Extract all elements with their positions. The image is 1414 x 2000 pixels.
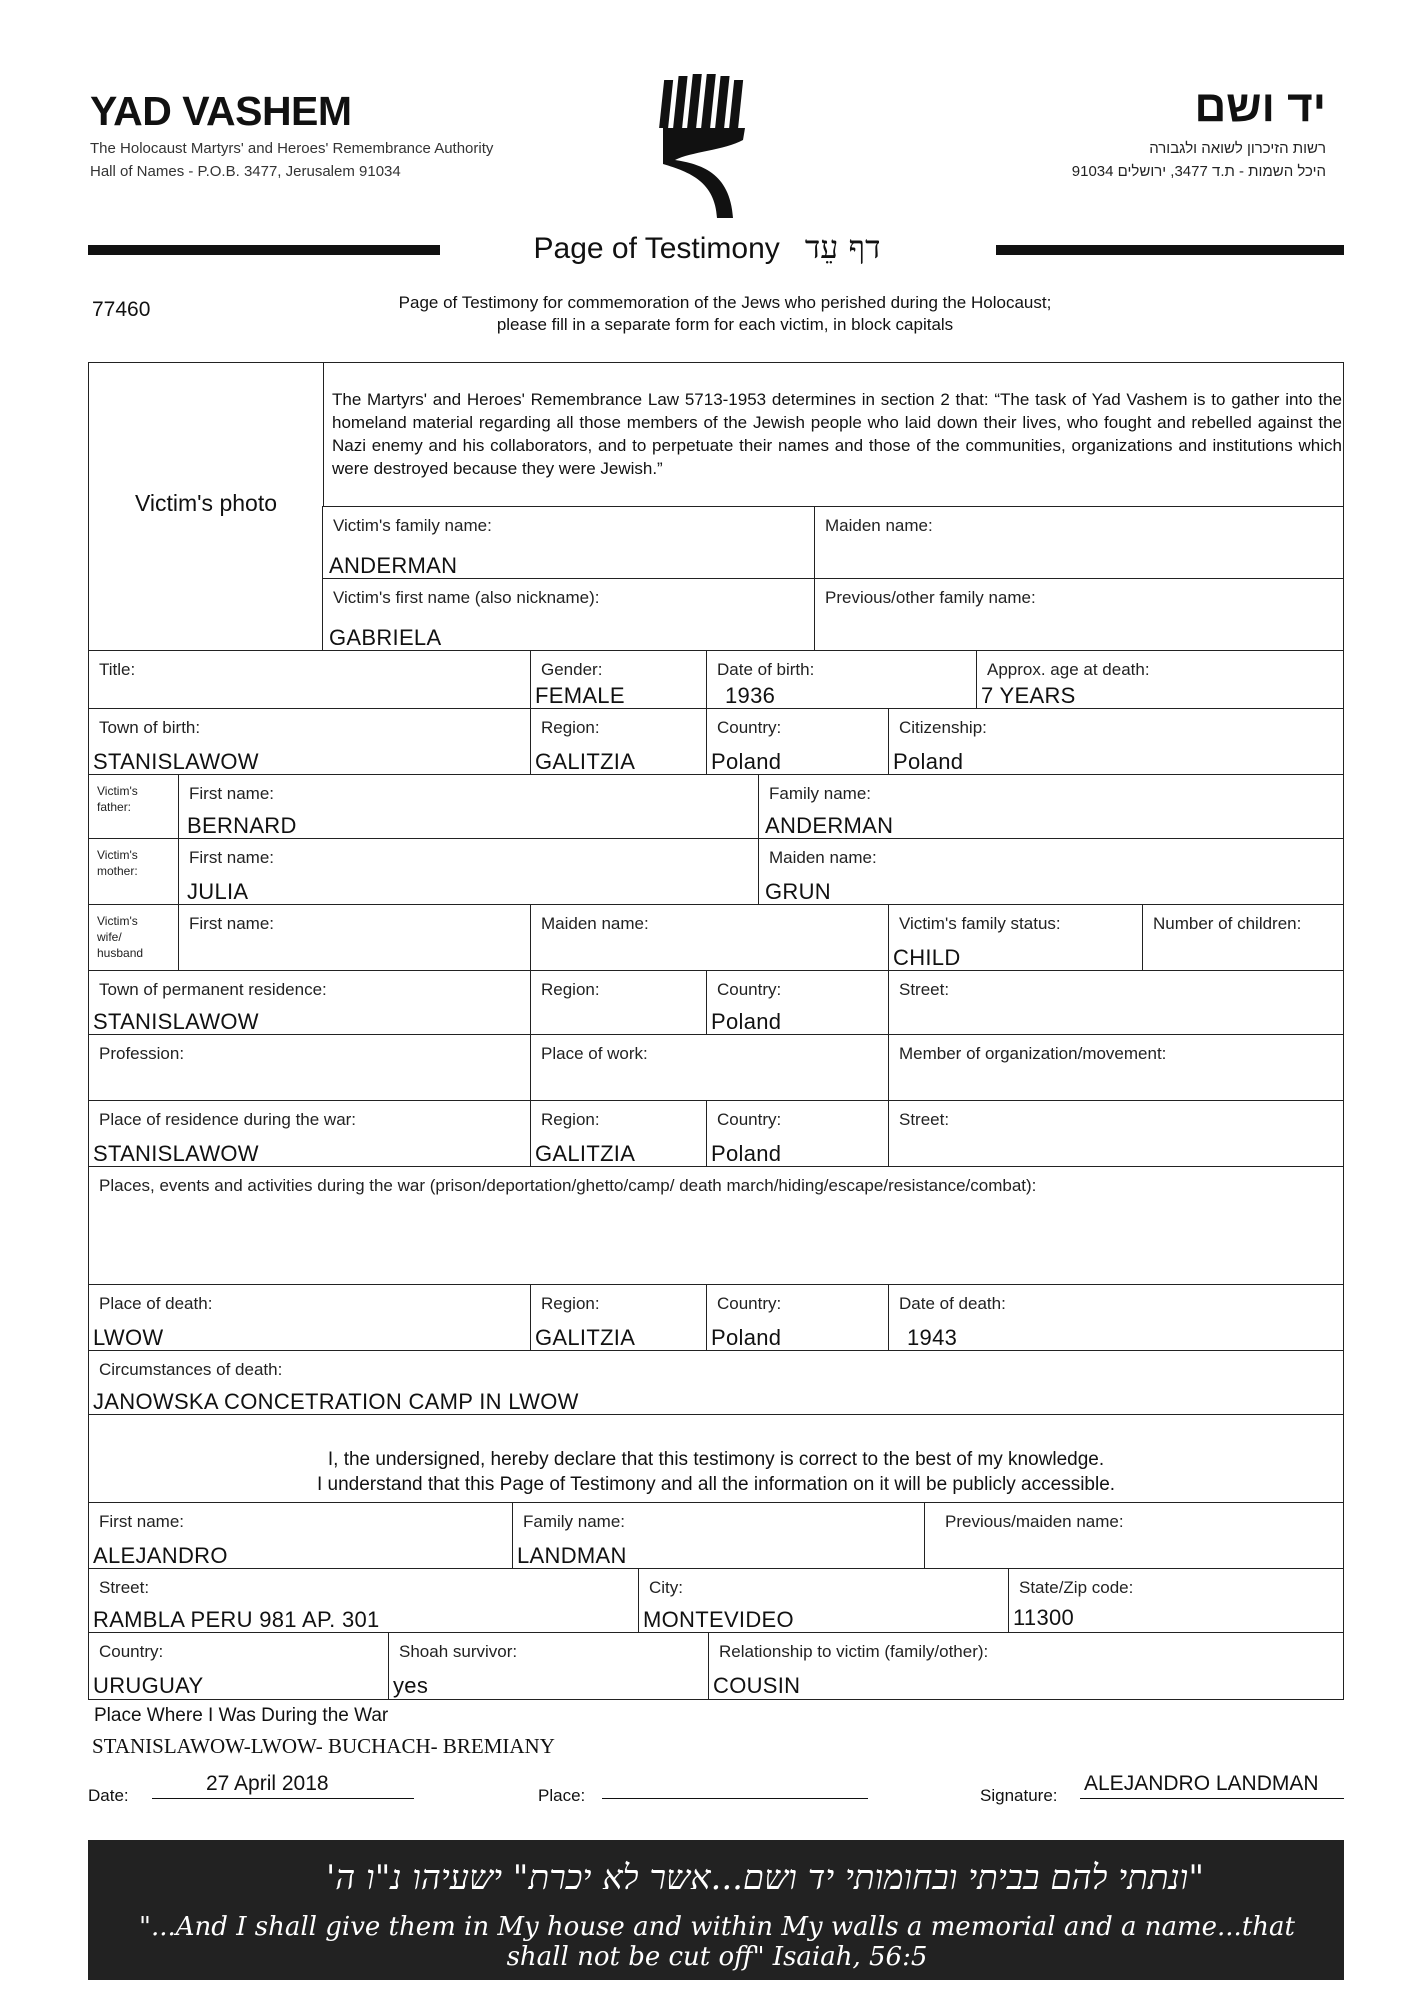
residence-town-field[interactable]: Town of permanent residence: STANISLAWOW [88, 970, 532, 1036]
war-place-label: Place Where I Was During the War [94, 1705, 389, 1726]
death-date-field[interactable]: Date of death: 1943 [888, 1284, 1344, 1352]
war-street-field[interactable]: Street: [888, 1100, 1344, 1168]
age-at-death-field[interactable]: Approx. age at death: 7 YEARS [976, 650, 1344, 710]
prev-family-name-field[interactable]: Previous/other family name: [814, 578, 1344, 652]
org-name-en: YAD VASHEM [90, 88, 352, 134]
spouse-side-label: Victim's wife/ husband [88, 904, 180, 972]
page-title: Page of Testimony דף עֵד [533, 228, 881, 266]
menorah-hand-logo-icon [655, 72, 755, 222]
submitter-zip-field[interactable]: State/Zip code: 11300 [1008, 1568, 1344, 1634]
place-input[interactable] [602, 1770, 868, 1799]
family-status-field[interactable]: Victim's family status: CHILD [888, 904, 1144, 972]
submitter-prev-name-field[interactable]: Previous/maiden name: [924, 1502, 1344, 1570]
submitter-country-field[interactable]: Country: URUGUAY [88, 1632, 390, 1700]
death-place-field[interactable]: Place of death: LWOW [88, 1284, 532, 1352]
death-region-field[interactable]: Region: GALITZIA [530, 1284, 708, 1352]
first-name-field[interactable]: Victim's first name (also nickname): GABRIELA [322, 578, 816, 652]
mother-maiden-name-field[interactable]: Maiden name: GRUN [758, 838, 1344, 906]
org-subtitle-en: The Holocaust Martyrs' and Heroes' Remembrance Authority [90, 140, 494, 157]
spouse-maiden-name-field[interactable]: Maiden name: [530, 904, 890, 972]
law-text: The Martyrs' and Heroes' Remembrance Law 5713-1953 determines in section 2 that: “The task of Yad Vashem is to gather into the homeland material regarding all those members of the Jewish people who laid down their lives, who fought and rebelled against the Nazi enemy and his collaborators, and to perpetuate their names and those of the communities, organizations and institutions which were destroyed because they were Jewish.” [332, 390, 1342, 478]
war-country-field[interactable]: Country: Poland [706, 1100, 890, 1168]
war-events-field[interactable]: Places, events and activities during the war (prison/deportation/ghetto/camp/ death march/hiding/escape/resistance/combat): [88, 1166, 1344, 1286]
citizenship-field[interactable]: Citizenship: Poland [888, 708, 1344, 776]
signature-label: Signature: [980, 1786, 1058, 1805]
signature-input[interactable]: ALEJANDRO LANDMAN [1080, 1770, 1344, 1799]
form-id: 77460 [92, 298, 151, 321]
submitter-city-field[interactable]: City: MONTEVIDEO [638, 1568, 1010, 1634]
relationship-field[interactable]: Relationship to victim (family/other): COUSIN [708, 1632, 1344, 1700]
death-circumstances-field[interactable]: Circumstances of death: JANOWSKA CONCETRATION CAMP IN LWOW [88, 1350, 1344, 1416]
father-family-name-field[interactable]: Family name: ANDERMAN [758, 774, 1344, 840]
org-name-he: יד ושם [1194, 82, 1326, 131]
family-name-field[interactable]: Victim's family name: ANDERMAN [322, 506, 816, 580]
org-address-he: היכל השמות - ת.ד 3477, ירושלים 91034 [1071, 163, 1326, 180]
mother-first-name-field[interactable]: First name: JULIA [178, 838, 760, 906]
intro-text: Page of Testimony for commemoration of the Jews who perished during the Holocaust; please fill in a separate form for each victim, in block capitals [398, 293, 1052, 334]
birth-country-field[interactable]: Country: Poland [706, 708, 890, 776]
family-name-value: ANDERMAN [329, 553, 458, 578]
submitter-family-name-field[interactable]: Family name: LANDMAN [512, 1502, 926, 1570]
war-region-field[interactable]: Region: GALITZIA [530, 1100, 708, 1168]
banner-quote-english: "...And I shall give them in My house and within My walls a memorial and a name...that shall not be cut off" Isaiah, 56:5 [139, 1912, 1295, 1972]
father-side-label: Victim's father: [88, 774, 180, 840]
residence-country-field[interactable]: Country: Poland [706, 970, 890, 1036]
father-first-name-field[interactable]: First name: BERNARD [178, 774, 760, 840]
gender-field[interactable]: Gender: FEMALE [530, 650, 708, 710]
declaration-text: I, the undersigned, hereby declare that this testimony is correct to the best of my knowledge. I understand that this Page of Testimony and all the information on it will be publicly accessible. [316, 1449, 1116, 1495]
submitter-first-name-field[interactable]: First name: ALEJANDRO [88, 1502, 514, 1570]
first-name-value: GABRIELA [329, 625, 442, 650]
dob-field[interactable]: Date of birth: 1936 [706, 650, 978, 710]
shoah-survivor-field[interactable]: Shoah survivor: yes [388, 1632, 710, 1700]
residence-street-field[interactable]: Street: [888, 970, 1344, 1036]
birth-town-field[interactable]: Town of birth: STANISLAWOW [88, 708, 532, 776]
profession-field[interactable]: Profession: [88, 1034, 532, 1102]
mother-side-label: Victim's mother: [88, 838, 180, 906]
org-address-en: Hall of Names - P.O.B. 3477, Jerusalem 91034 [90, 163, 401, 180]
death-country-field[interactable]: Country: Poland [706, 1284, 890, 1352]
birth-region-field[interactable]: Region: GALITZIA [530, 708, 708, 776]
submitter-street-field[interactable]: Street: RAMBLA PERU 981 AP. 301 [88, 1568, 640, 1634]
maiden-name-field[interactable]: Maiden name: [814, 506, 1344, 580]
quote-banner [88, 1840, 1344, 1980]
war-place-value: STANISLAWOW-LWOW- BUCHACH- BREMIANY [92, 1734, 555, 1758]
date-label: Date: [88, 1786, 129, 1805]
war-residence-field[interactable]: Place of residence during the war: STANISLAWOW [88, 1100, 532, 1168]
date-input[interactable]: 27 April 2018 [152, 1770, 414, 1799]
organization-field[interactable]: Member of organization/movement: [888, 1034, 1344, 1102]
photo-label: Victim's photo [134, 490, 278, 516]
place-label: Place: [538, 1786, 586, 1805]
spouse-first-name-field[interactable]: First name: [178, 904, 532, 972]
banner-quote-hebrew: "ונתתי להם בביתי ובחומותי יד ושם...אשר לא יכרת" ישעיהו נ"ו ה' [325, 1858, 1204, 1898]
title-field[interactable]: Title: [88, 650, 532, 710]
number-of-children-field[interactable]: Number of children: [1142, 904, 1344, 972]
org-subtitle-he: רשות הזיכרון לשואה ולגבורה [1149, 140, 1326, 157]
residence-region-field[interactable]: Region: [530, 970, 708, 1036]
place-of-work-field[interactable]: Place of work: [530, 1034, 890, 1102]
